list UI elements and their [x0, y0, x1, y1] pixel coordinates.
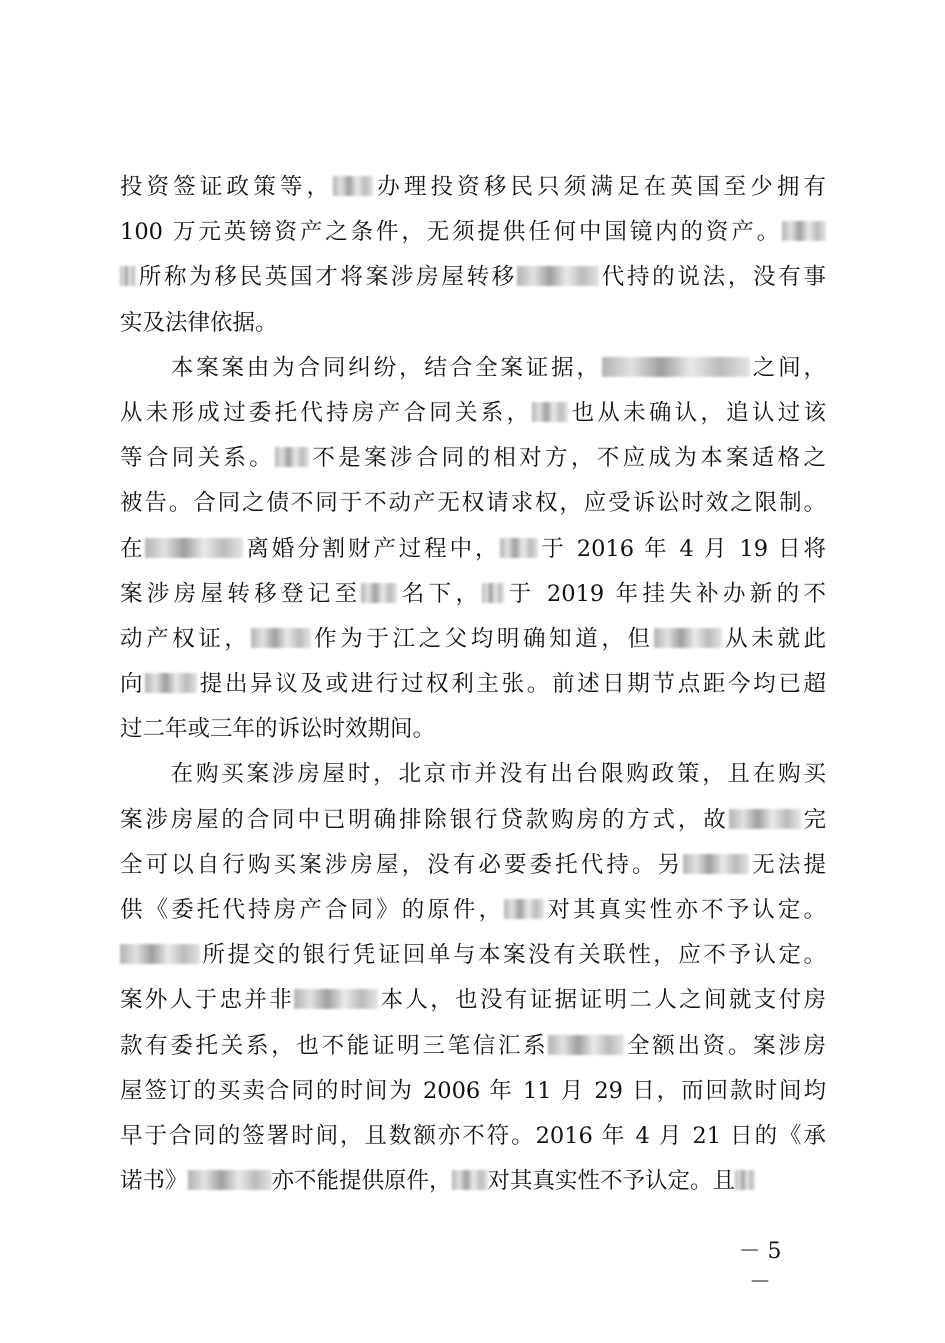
redaction-blur — [602, 357, 750, 377]
text-line: 在 离婚分割财产过程中， 于 2016 年 4 月 19 日将 — [120, 535, 826, 562]
redaction-blur — [145, 673, 197, 693]
text-line: 诺书》 亦不能提供原件， 对其真实性不予认定。且 — [120, 1159, 826, 1204]
text-line: 案涉房屋的合同中已明确排除银行贷款购房的方式，故 完 — [120, 806, 826, 833]
text-line: 所提交的银行凭证回单与本案没有关联性，应不予认定。 — [120, 933, 826, 978]
text-line: 早于合同的签署时间，且数额亦不符。2016 年 4 月 21 日的《承 — [120, 1122, 826, 1149]
redaction-blur — [251, 628, 311, 648]
redaction-blur — [683, 854, 749, 874]
redaction-blur — [735, 1170, 755, 1190]
redaction-blur — [504, 899, 544, 919]
redaction-blur — [452, 1170, 488, 1190]
redaction-blur — [500, 538, 538, 558]
redaction-blur — [654, 628, 722, 648]
redaction-blur — [532, 402, 568, 422]
text-line: 动产权证， 作为于江之父均明确知道，但 从未就此 — [120, 625, 826, 652]
text-line: 所称为移民英国才将案涉房屋转移 代持的说法，没有事 — [120, 255, 826, 300]
redaction-blur — [120, 266, 136, 286]
text-line: 实及法律依据。 — [120, 309, 278, 336]
text-line: 过二年或三年的诉讼时效期间。 — [120, 716, 436, 743]
redaction-blur — [188, 1170, 272, 1190]
redaction-blur — [145, 538, 243, 558]
text-line: 案涉房屋转移登记至 名下， 于 2019 年挂失补办新的不 — [120, 580, 826, 607]
text-line: 本案案由为合同纠纷，结合全案证据， 之间， — [120, 354, 826, 381]
text-line: 投资签证政策等， 办理投资移民只须满足在英国至少拥有 — [120, 174, 826, 200]
page-number: － 5 － — [738, 1239, 782, 1295]
text-line: 屋签订的买卖合同的时间为 2006 年 11 月 29 日，而回款时间均 — [120, 1077, 826, 1104]
redaction-blur — [120, 944, 200, 964]
redaction-blur — [361, 583, 397, 603]
text-line: 款有委托关系，也不能证明三笔信汇系 全额出资。案涉房 — [120, 1032, 826, 1059]
redaction-blur — [729, 809, 801, 829]
redaction-blur — [482, 583, 504, 603]
text-line: 向 提出异议及或进行过权利主张。前述日期节点距今均已超 — [120, 671, 826, 698]
redaction-blur — [782, 221, 826, 241]
redaction-blur — [275, 447, 309, 467]
text-line: 等合同关系。 不是案涉合同的相对方，不应成为本案适格之 — [120, 445, 826, 472]
text-line: 供《委托代持房产合同》的原件， 对其真实性亦不予认定。 — [120, 897, 826, 923]
text-line: 被告。合同之债不同于不动产无权请求权，应受诉讼时效之限制。 — [120, 490, 826, 517]
text-line: 从未形成过委托代持房产合同关系， 也从未确认，追认过该 — [120, 399, 826, 426]
text-line: 全可以自行购买案涉房屋，没有必要委托代持。另 无法提 — [120, 851, 826, 878]
redaction-blur — [294, 989, 378, 1009]
redaction-blur — [333, 176, 373, 196]
text-line: 在购买案涉房屋时，北京市并没有出台限购政策，且在购买 — [120, 761, 826, 788]
body-text — [120, 165, 826, 1204]
text-line: 案外人于忠并非 本人，也没有证据证明二人之间就支付房 — [120, 987, 826, 1014]
text-line: 100 万元英镑资产之条件，无须提供任何中国镜内的资产。 — [120, 210, 826, 255]
redaction-blur — [517, 266, 599, 286]
redaction-blur — [548, 1035, 624, 1055]
